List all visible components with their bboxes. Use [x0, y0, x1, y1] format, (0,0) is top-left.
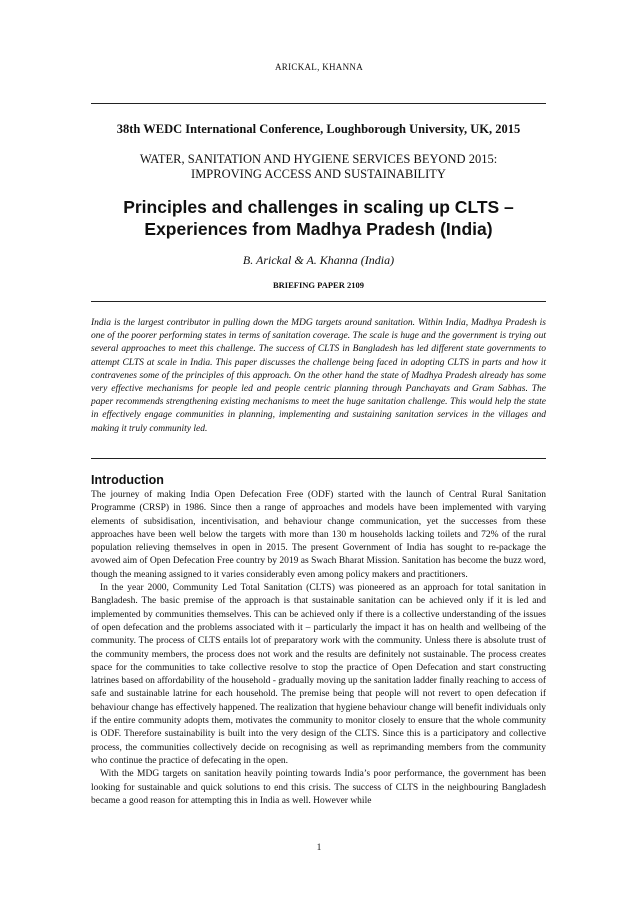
- top-rule: [91, 103, 546, 104]
- theme-line-2: IMPROVING ACCESS AND SUSTAINABILITY: [191, 167, 446, 181]
- abstract: India is the largest contributor in pulling down the MDG targets around sanitation. Within India, Madhya Pradesh is one of the poorer performing states in terms of sanitation coverage. The scale is huge and the government is trying out several approaches to meet this challenge. The success of CLTS in Bangladesh has led different state governments to attempt CLTS at scale in India. This paper discusses the challenge being faced in adopting CLTS in parts and how it contravenes some of the principles of this approach. On the other hand the state of Madhya Pradesh already has some very effective mechanisms for people led and people centric planning through Panchayats and Gram Sabhas. The paper recommends strengthening existing mechanisms to meet the huge sanitation challenge. This would help the state in effectively engage communities in planning, implementing and sustaining sanitation services in the villages and making it truly community led.: [91, 318, 546, 434]
- authors: B. Arickal & A. Khanna (India): [242, 253, 395, 267]
- page-number: 1: [316, 843, 322, 853]
- theme-line-1: WATER, SANITATION AND HYGIENE SERVICES BEYOND 2015:: [139, 152, 498, 166]
- abstract-top-rule: [91, 301, 546, 302]
- title-line-1: Principles and challenges in scaling up CLTS –: [123, 197, 514, 217]
- title-line-2: Experiences from Madhya Pradesh (India): [144, 219, 493, 239]
- section-heading-introduction: Introduction: [91, 473, 164, 487]
- conference-line: 38th WEDC International Conference, Loughborough University, UK, 2015: [116, 122, 521, 136]
- running-head: ARICKAL, KHANNA: [275, 62, 363, 72]
- body-paragraph: With the MDG targets on sanitation heavily pointing towards India’s poor performance, the government has been looking for sustainable and quick solutions to end this crisis. The success of CLTS in the neighbouring Bangladesh became a good reason for attempting this in India as well. However while: [91, 769, 546, 806]
- introduction-body: [91, 489, 546, 808]
- body-paragraph: In the year 2000, Community Led Total Sanitation (CLTS) was pioneered as an approach for total sanitation in Bangladesh. The basic premise of the approach is that sustainable sanitation can be achieved only if it is led and implemented by communities themselves. This can be achieved only if there is a collective understanding of the issues of open defecation and the problems associated with it – particularly the impact it has on health and wellbeing of the community. The process of CLTS entails lot of preparatory work with the community. Unless there is absolute trust of the community members, the process does not work and the results are definitely not sustainable. The process creates space for the communities to take collective resolve to stop the practice of Open Defecation and start constructing latrines based on affordability of the household - gradually moving up the sanitation ladder finally reaching to access of safe and sustainable latrine for each household. The premise being that people will not revert to open defecation if behaviour change has effectively happened. The realization that hygiene behaviour change will benefit individuals only if the entire community adopts them, motivates the community to monitor closely to ensure that the whole community is ODF. Therefore sustainability is built into the very design of the CLTS. Since this is a participatory and collective process, the communities collectively decide on recognising as well as reprimanding members from the community who continue the practice of defecating in the open.: [91, 583, 546, 766]
- abstract-bottom-rule: [91, 458, 546, 459]
- body-paragraph: The journey of making India Open Defecation Free (ODF) started with the launch of Central Rural Sanitation Programme (CRSP) in 1986. Since then a range of approaches and models have been implemented with varying elements of subsidisation, incentivisation, and behaviour change communication, yet the successes from these approaches have been well below the targets with more than 130 m households lacking toilets and 72% of the rural population relieving themselves in open in 2015. The present Government of India has sought to re-package the avowed aim of Open Defecation Free country by 2019 as Swach Bharat Mission. Sanitation has become the buzz word, though the meaning assigned to it varies considerably even among policy makers and practitioners.: [91, 490, 546, 580]
- paper-title: [91, 196, 546, 240]
- paper-type: BRIEFING PAPER 2109: [273, 280, 364, 290]
- conference-theme: [91, 152, 546, 182]
